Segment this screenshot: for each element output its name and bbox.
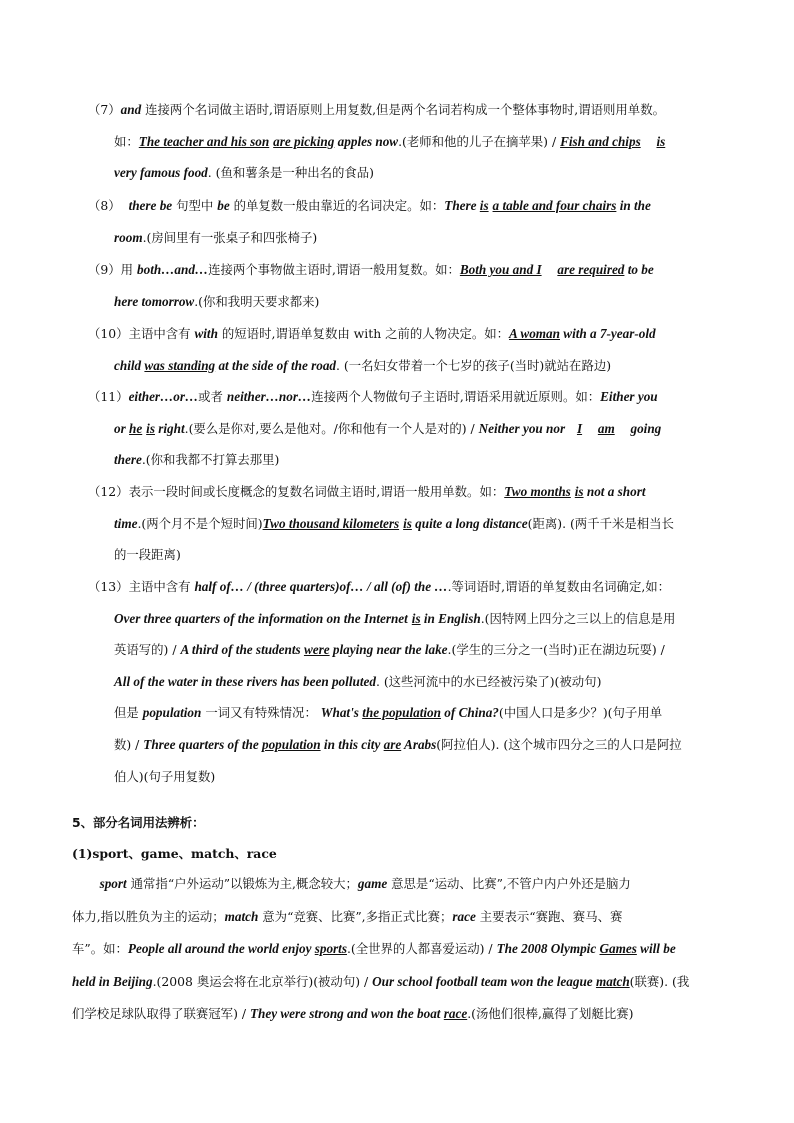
example-subject: the population: [362, 705, 441, 721]
keyword: with: [194, 326, 218, 341]
rule-number: （12）: [88, 484, 129, 499]
example-subject: Fish and chips: [560, 133, 641, 149]
translation: .(学生的三分之一(当时)正在湖边玩耍) /: [447, 642, 665, 658]
example-verb: are: [383, 736, 402, 752]
example-verb: is: [479, 198, 489, 213]
rule-text: 的短语时,谓语单复数由 with 之前的人物决定。如：: [217, 326, 510, 341]
example-text: People all around the world enjoy: [127, 941, 315, 956]
keyword: half of… / (three quarters)of… / all (of) the …: [194, 579, 448, 594]
example-text: A third of the students: [180, 642, 304, 658]
example-text: Over three quarters of the information on the Internet: [114, 610, 408, 626]
example-text: apples now: [334, 133, 399, 149]
translation: (距离). (两千千米是相当长: [527, 515, 674, 531]
example-text: room: [114, 229, 143, 245]
translation: .(房间里有一张桌子和四张椅子): [142, 229, 318, 245]
keyword: either…or…: [128, 389, 199, 404]
translation: 们学校足球队取得了联赛冠军) /: [72, 1006, 250, 1021]
rule-text: 连接两个事物做主语时,谓语一般用复数。如：: [208, 262, 460, 277]
section-heading: 5、部分名词用法辨析：: [72, 815, 205, 830]
rule-number: （7）: [88, 102, 121, 117]
example-text: in English: [420, 610, 481, 626]
example-subject: Two months: [504, 484, 571, 499]
rule-number: （11）: [88, 389, 129, 404]
example-text: Arabs: [401, 736, 437, 752]
keyword: and: [120, 102, 142, 117]
translation: . (这些河流中的水已经被污染了)(被动句): [375, 673, 602, 689]
example-subject: Two thousand kilometers: [262, 515, 400, 531]
para-text: 意为“竞赛、比赛”,多指正式比赛；: [258, 908, 453, 924]
example-text: The 2008 Olympic: [496, 941, 600, 956]
translation: .(两个月不是个短时间): [137, 515, 263, 531]
example-text: playing near the lake: [329, 642, 448, 658]
subsection-heading: (1)sport、game、match、race: [72, 846, 277, 861]
rule-text: 主语中含有: [128, 579, 195, 594]
example-subject: A woman: [509, 326, 560, 341]
para-text: 意思是“运动、比赛”,不管户内户外还是脑力: [387, 876, 631, 891]
example-text: What's: [320, 705, 363, 721]
translation: 伯人)(句子用复数): [114, 768, 216, 784]
para-text: 主要表示“赛跑、赛马、赛: [475, 908, 623, 924]
translation: .(全世界的人都喜爱运动) /: [346, 941, 497, 956]
example-verb: were: [303, 642, 330, 658]
grammar-rule-11: [88, 381, 724, 476]
translation: . (一名妇女带着一个七岁的孩子(当时)就站在路边): [336, 357, 612, 373]
example-keyword: race: [443, 1006, 468, 1021]
example-text: Our school football team won the league: [372, 973, 596, 989]
example-verb: are required: [557, 262, 625, 277]
rule-text: 或者: [198, 389, 227, 404]
rule-number: （13）: [88, 579, 129, 594]
rule-text: .等词语时,谓语的单复数由名词确定,如：: [447, 579, 671, 594]
rule-text: 连接两个名词做主语时,谓语原则上用复数,但是两个名词若构成一个整体事物时,谓语则用单数。: [141, 102, 665, 117]
translation: 的一段距离): [114, 547, 181, 563]
example-verb: are picking: [273, 133, 335, 149]
rule-text: 连接两个人物做句子主语时,谓语采用就近原则。如：: [311, 389, 601, 404]
translation: (联赛). (我: [629, 973, 690, 989]
keyword: there be: [128, 198, 173, 213]
rule-number: （8）: [88, 198, 121, 213]
example-verb: am: [597, 420, 615, 436]
translation: . (鱼和薯条是一种出名的食品): [207, 165, 374, 181]
rule-text: 一词又有特殊情况：: [201, 705, 321, 721]
example-subject: The teacher and his son: [138, 133, 270, 149]
example-text: time: [114, 515, 138, 531]
example-text: to be: [624, 262, 654, 277]
example-text: All of the water in these rivers has been polluted: [114, 673, 376, 689]
example-verb: is: [403, 515, 412, 531]
rule-text: 句型中: [172, 198, 218, 213]
grammar-rule-12: [88, 476, 724, 571]
para-text: 体力,指以胜负为主的运动；: [72, 908, 225, 924]
keyword: race: [452, 908, 476, 924]
example-text: Either you: [600, 389, 658, 404]
example-verb: is: [411, 610, 421, 626]
example-text: there: [114, 452, 142, 468]
example-keyword: Games: [599, 941, 637, 956]
translation: .(因特网上四分之三以上的信息是用: [480, 610, 676, 626]
example-subject: a table and four chairs: [492, 198, 617, 213]
keyword: be: [217, 198, 230, 213]
section-paragraph: [72, 868, 724, 1031]
example-verb: is: [574, 484, 584, 499]
example-text: here tomorrow: [114, 293, 195, 309]
example-verb: is: [656, 133, 666, 149]
example-text: or: [114, 420, 130, 436]
example-subject: he: [129, 420, 143, 436]
translation: 数) /: [114, 736, 144, 752]
example-subject: population: [261, 736, 321, 752]
translation: .(你和我都不打算去那里): [141, 452, 280, 468]
rule-text: 用: [120, 262, 138, 277]
keyword: sport: [99, 876, 127, 891]
example-text: Neither you nor: [478, 420, 566, 436]
rule-text: 的单复数一般由靠近的名词决定。如：: [229, 198, 445, 213]
keyword: game: [357, 876, 388, 891]
translation: (中国人口是多少？)(句子用单: [498, 705, 663, 721]
keyword: population: [142, 705, 202, 721]
example-subject: I: [576, 420, 583, 436]
example-text: quite a long distance: [411, 515, 528, 531]
example-text: of China?: [440, 705, 499, 721]
example-verb: is: [146, 420, 155, 436]
grammar-rule-10: [88, 318, 724, 381]
rule-number: （9）: [88, 262, 121, 277]
example-subject: Both you and I: [459, 262, 542, 277]
example-text: held in Beijing: [72, 973, 153, 989]
grammar-rule-8: [88, 190, 724, 253]
rule-text: 但是: [114, 705, 143, 721]
rule-text: 表示一段时间或长度概念的复数名词做主语时,谓语一般用单数。如：: [128, 484, 505, 499]
rule-number: （10）: [88, 326, 129, 341]
rule-text: 如：: [114, 133, 139, 149]
translation: .(老师和他的儿子在摘苹果) /: [398, 133, 561, 149]
example-text: There: [444, 198, 480, 213]
example-text: at the side of the road: [215, 357, 337, 373]
example-keyword: sports: [314, 941, 347, 956]
para-text: 通常指“户外运动”以锻炼为主,概念较大；: [126, 876, 358, 891]
example-keyword: match: [595, 973, 630, 989]
keyword: both…and…: [137, 262, 209, 277]
example-verb: was standing: [144, 357, 216, 373]
para-text: 车”。如：: [72, 941, 128, 956]
grammar-rule-7: [88, 94, 724, 189]
translation: .(要么是你对,要么是他对。/你和他有一个人是对的) /: [184, 420, 479, 436]
example-text: child: [114, 357, 145, 373]
keyword: neither…nor…: [226, 389, 312, 404]
grammar-rule-13: [88, 571, 724, 792]
example-text: right: [154, 420, 185, 436]
grammar-rule-9: [88, 254, 724, 317]
example-text: very famous food: [114, 165, 208, 181]
example-text: in this city: [320, 736, 384, 752]
example-text: not a short: [583, 484, 646, 499]
translation: .(2008 奥运会将在北京举行)(被动句) /: [152, 973, 373, 989]
example-text: Three quarters of the: [143, 736, 262, 752]
translation: .(汤他们很棒,赢得了划艇比赛): [467, 1006, 634, 1021]
rule-text: 主语中含有: [128, 326, 195, 341]
example-text: going: [630, 420, 662, 436]
keyword: match: [224, 908, 259, 924]
example-text: with a 7-year-old: [560, 326, 656, 341]
translation: (阿拉伯人). (这个城市四分之三的人口是阿拉: [436, 736, 682, 752]
example-text: They were strong and won the boat: [249, 1006, 444, 1021]
translation: 英语写的) /: [114, 642, 181, 658]
example-text: in the: [616, 198, 651, 213]
example-text: will be: [636, 941, 676, 956]
translation: .(你和我明天要求都来): [194, 293, 320, 309]
